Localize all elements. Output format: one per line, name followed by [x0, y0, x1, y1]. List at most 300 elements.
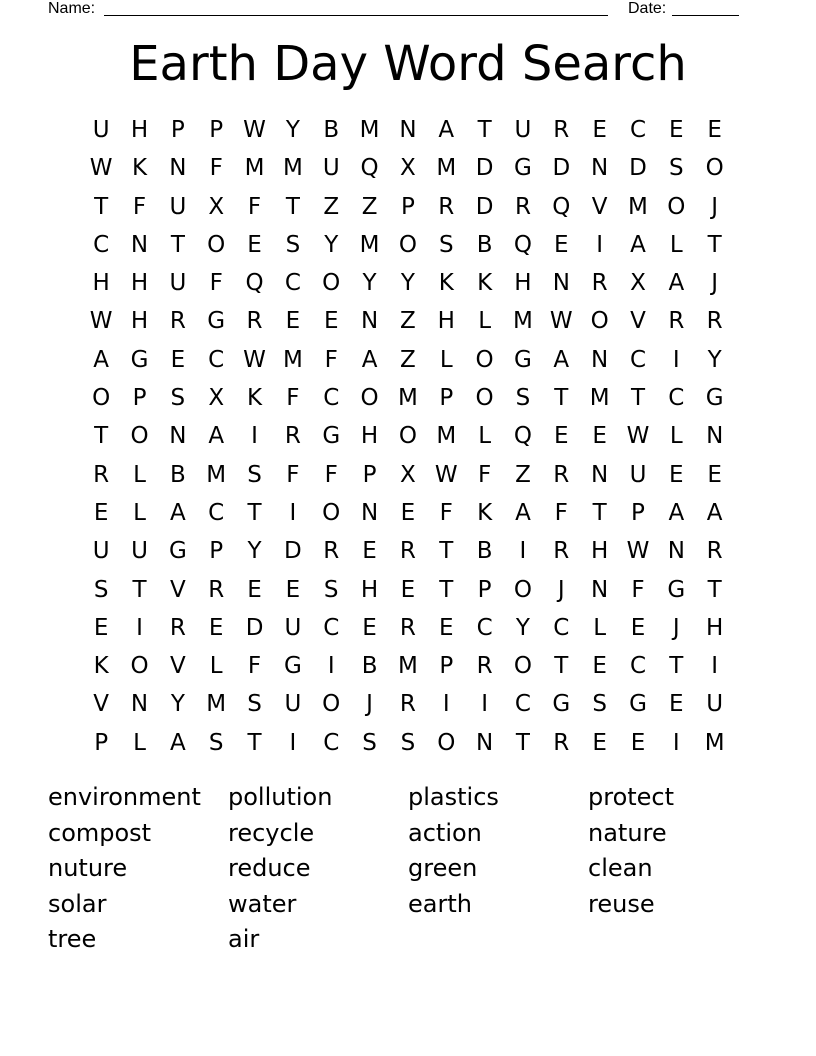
grid-cell: F: [132, 193, 147, 220]
grid-cell: M: [282, 155, 303, 182]
grid-cell: S: [323, 576, 339, 603]
grid-cell: X: [400, 155, 416, 182]
word-list-item: compost: [48, 818, 152, 847]
grid-cell: W: [626, 423, 650, 450]
grid-cell: L: [133, 499, 146, 526]
grid-cell: R: [399, 614, 416, 641]
grid-cell: V: [591, 193, 608, 220]
grid-cell: C: [668, 385, 685, 412]
grid-row: [82, 647, 734, 685]
grid-cell: E: [707, 117, 722, 143]
grid-cell: P: [209, 117, 224, 143]
grid-cell: B: [323, 117, 340, 143]
grid-cell: M: [436, 423, 457, 450]
grid-cell: P: [132, 385, 147, 412]
grid-cell: T: [630, 385, 646, 412]
grid-cell: X: [400, 461, 416, 488]
grid-cell: Z: [400, 346, 416, 373]
grid-cell: U: [284, 691, 302, 718]
grid-cell: R: [706, 538, 723, 565]
name-label: Name:: [48, 0, 96, 17]
word-list-item: protect: [588, 783, 675, 811]
grid-cell: A: [93, 346, 110, 373]
grid-cell: Q: [245, 270, 264, 297]
grid-cell: R: [514, 193, 531, 220]
grid-cell: U: [629, 461, 647, 488]
grid-cell: C: [323, 614, 340, 641]
grid-cell: M: [359, 231, 380, 258]
grid-cell: E: [170, 346, 186, 373]
grid-cell: Y: [247, 538, 262, 565]
grid-cell: L: [133, 729, 146, 756]
grid-cell: E: [93, 499, 109, 526]
grid-cell: U: [322, 155, 340, 182]
header-row: [48, 0, 748, 20]
grid-cell: W: [89, 308, 113, 335]
grid-cell: C: [208, 346, 225, 373]
grid-cell: C: [514, 691, 531, 718]
grid-row: [82, 341, 734, 379]
grid-cell: N: [476, 729, 494, 756]
word-list-item: air: [228, 925, 260, 953]
grid-cell: S: [247, 691, 262, 718]
grid-cell: E: [400, 576, 416, 603]
grid-cell: Y: [285, 117, 300, 143]
grid-cell: H: [360, 423, 379, 450]
grid-cell: O: [398, 231, 417, 258]
grid-row: [82, 188, 734, 226]
grid-cell: O: [475, 346, 494, 373]
word-list-item: reuse: [588, 889, 655, 918]
grid-cell: O: [360, 385, 379, 412]
grid-cell: H: [360, 576, 379, 603]
grid-cell: F: [324, 461, 338, 488]
grid-cell: P: [631, 499, 645, 526]
grid-cell: E: [592, 423, 607, 450]
grid-cell: I: [711, 653, 719, 680]
grid-row: [82, 571, 734, 609]
grid-cell: L: [593, 614, 607, 641]
grid-cell: H: [130, 308, 149, 335]
letter-grid: [82, 111, 734, 761]
grid-cell: C: [323, 385, 340, 412]
word-list-item: earth: [408, 889, 472, 918]
grid-cell: T: [669, 653, 684, 680]
grid-cell: C: [208, 499, 225, 526]
grid-cell: E: [362, 538, 377, 565]
grid-cell: K: [247, 385, 263, 412]
grid-cell: E: [285, 308, 301, 335]
grid-cell: W: [243, 346, 266, 373]
grid-cell: G: [283, 653, 302, 680]
word-list-item: water: [228, 889, 297, 918]
word-list-item: plastics: [408, 783, 499, 811]
grid-cell: O: [475, 385, 494, 412]
grid-cell: I: [481, 691, 488, 718]
grid-cell: U: [169, 193, 187, 220]
word-list-item: clean: [588, 854, 653, 882]
grid-cell: G: [130, 346, 149, 373]
grid-cell: S: [438, 231, 454, 258]
grid-cell: N: [130, 691, 149, 718]
grid-cell: R: [668, 308, 685, 335]
grid-cell: I: [136, 614, 143, 641]
grid-cell: C: [284, 270, 301, 297]
grid-cell: S: [93, 576, 109, 603]
grid-cell: U: [706, 691, 724, 718]
grid-cell: H: [130, 270, 149, 297]
grid-cell: T: [554, 385, 569, 412]
grid-cell: N: [360, 499, 379, 526]
grid-cell: T: [515, 729, 530, 756]
grid-cell: Z: [400, 308, 416, 335]
grid-cell: B: [476, 538, 493, 565]
grid-cell: E: [438, 614, 454, 641]
grid-cell: F: [209, 270, 223, 297]
grid-row: [82, 111, 734, 149]
grid-cell: F: [209, 155, 223, 182]
grid-cell: E: [707, 461, 722, 488]
grid-cell: I: [251, 423, 258, 450]
grid-cell: P: [477, 576, 492, 603]
grid-cell: D: [475, 155, 494, 182]
grid-cell: E: [669, 117, 684, 143]
grid-cell: X: [630, 270, 646, 297]
grid-cell: L: [209, 653, 223, 680]
date-blank-line[interactable]: [672, 15, 739, 16]
grid-cell: T: [477, 117, 492, 143]
grid-cell: Y: [324, 231, 339, 258]
grid-cell: M: [359, 117, 380, 143]
grid-cell: M: [397, 653, 418, 680]
grid-cell: Z: [361, 193, 378, 220]
grid-cell: T: [132, 576, 147, 603]
grid-cell: P: [94, 729, 109, 756]
grid-cell: E: [630, 614, 646, 641]
date-label: Date:: [628, 0, 667, 17]
grid-cell: A: [706, 499, 723, 526]
grid-cell: T: [707, 231, 722, 258]
grid-cell: Q: [552, 193, 571, 220]
grid-cell: O: [590, 308, 609, 335]
grid-cell: B: [476, 231, 493, 258]
grid-cell: W: [549, 308, 573, 335]
grid-cell: E: [208, 614, 224, 641]
grid-cell: I: [672, 346, 680, 373]
grid-cell: S: [170, 385, 186, 412]
grid-cell: T: [439, 576, 454, 603]
grid-cell: Z: [323, 193, 340, 220]
grid-cell: G: [168, 538, 187, 565]
grid-cell: N: [591, 155, 609, 182]
grid-cell: E: [285, 576, 301, 603]
grid-cell: Q: [513, 423, 532, 450]
grid-row: [82, 609, 734, 647]
grid-cell: F: [286, 461, 300, 488]
grid-cell: J: [557, 576, 565, 603]
grid-cell: M: [589, 385, 610, 412]
grid-cell: T: [247, 499, 262, 526]
grid-cell: F: [286, 385, 300, 412]
grid-cell: U: [92, 538, 110, 565]
grid-cell: C: [323, 729, 340, 756]
grid-cell: T: [285, 193, 300, 220]
word-list-item: reduce: [228, 854, 311, 882]
grid-cell: Q: [513, 231, 532, 258]
grid-cell: N: [591, 576, 609, 603]
grid-cell: E: [247, 576, 262, 603]
grid-cell: P: [439, 653, 454, 680]
grid-cell: E: [362, 614, 377, 641]
grid-cell: C: [93, 231, 110, 258]
grid-cell: T: [94, 193, 109, 220]
grid-cell: E: [592, 653, 607, 680]
grid-cell: H: [437, 308, 455, 335]
grid-cell: A: [515, 499, 531, 526]
grid-row: [82, 532, 734, 570]
grid-cell: Y: [707, 346, 722, 373]
grid-cell: P: [362, 461, 377, 488]
word-list-item: environment: [48, 783, 201, 811]
grid-row: [82, 264, 734, 302]
grid-cell: O: [667, 193, 686, 220]
grid-cell: W: [626, 538, 650, 565]
grid-cell: J: [711, 193, 719, 220]
grid-cell: U: [169, 270, 187, 297]
grid-cell: W: [243, 117, 266, 143]
grid-cell: N: [667, 538, 685, 565]
page-title: Earth Day Word Search: [129, 36, 687, 92]
grid-cell: N: [169, 423, 187, 450]
grid-cell: Q: [360, 155, 379, 182]
grid-cell: E: [400, 499, 416, 526]
grid-cell: E: [630, 729, 646, 756]
grid-cell: S: [515, 385, 531, 412]
grid-cell: O: [705, 155, 724, 182]
grid-cell: G: [667, 576, 686, 603]
grid-cell: M: [282, 346, 303, 373]
grid-cell: T: [554, 653, 569, 680]
grid-cell: C: [629, 346, 647, 373]
grid-cell: Y: [400, 270, 415, 297]
word-list-item: action: [408, 818, 482, 847]
grid-cell: E: [669, 461, 684, 488]
grid-row: [82, 494, 734, 532]
grid-cell: S: [285, 231, 301, 258]
grid-cell: P: [170, 117, 185, 143]
grid-cell: R: [169, 308, 186, 335]
grid-cell: O: [513, 576, 532, 603]
grid-row: [82, 724, 734, 762]
grid-cell: N: [591, 346, 609, 373]
grid-cell: S: [669, 155, 684, 182]
grid-cell: F: [324, 346, 338, 373]
grid-cell: N: [706, 423, 724, 450]
grid-cell: V: [630, 308, 646, 335]
grid-cell: M: [513, 308, 533, 335]
grid-cell: A: [438, 117, 455, 143]
grid-cell: I: [519, 538, 527, 565]
grid-cell: T: [707, 576, 722, 603]
grid-cell: A: [169, 729, 186, 756]
grid-cell: J: [366, 691, 373, 718]
grid-cell: N: [130, 231, 149, 258]
grid-cell: X: [208, 385, 225, 412]
word-list-item: solar: [48, 889, 107, 918]
grid-cell: I: [289, 499, 297, 526]
grid-cell: I: [596, 231, 604, 258]
word-list-item: pollution: [228, 783, 333, 811]
grid-cell: N: [360, 308, 379, 335]
grid-cell: Y: [515, 614, 530, 641]
grid-cell: D: [475, 193, 494, 220]
grid-cell: O: [130, 653, 149, 680]
grid-cell: U: [284, 614, 302, 641]
grid-cell: M: [397, 385, 418, 412]
grid-cell: O: [322, 691, 341, 718]
grid-cell: F: [439, 499, 453, 526]
grid-cell: N: [591, 461, 609, 488]
grid-cell: C: [553, 614, 570, 641]
grid-cell: B: [361, 653, 378, 680]
grid-cell: K: [93, 653, 109, 680]
grid-cell: S: [208, 729, 224, 756]
grid-cell: P: [209, 538, 224, 565]
grid-cell: D: [629, 155, 647, 182]
grid-cell: L: [669, 423, 683, 450]
grid-cell: Y: [170, 691, 185, 718]
grid-cell: I: [327, 653, 335, 680]
grid-cell: D: [284, 538, 302, 565]
grid-cell: Z: [515, 461, 531, 488]
grid-cell: M: [206, 691, 227, 718]
word-list-item: nuture: [48, 854, 128, 882]
grid-cell: U: [92, 117, 110, 143]
grid-cell: G: [207, 308, 226, 335]
grid-cell: T: [94, 423, 109, 450]
grid-cell: O: [513, 653, 532, 680]
grid-cell: B: [169, 461, 186, 488]
word-list-item: green: [408, 854, 478, 882]
grid-cell: S: [400, 729, 416, 756]
grid-cell: H: [590, 538, 609, 565]
grid-cell: F: [247, 653, 262, 680]
grid-cell: H: [130, 117, 149, 143]
word-list-item: recycle: [228, 818, 315, 847]
grid-cell: R: [591, 270, 608, 297]
grid-cell: A: [169, 499, 186, 526]
grid-cell: R: [399, 538, 416, 565]
grid-cell: M: [628, 193, 648, 220]
grid-cell: R: [323, 538, 340, 565]
grid-cell: M: [244, 155, 265, 182]
grid-row: [82, 379, 734, 417]
grid-cell: R: [553, 117, 570, 143]
grid-cell: E: [592, 729, 607, 756]
grid-cell: N: [169, 155, 187, 182]
grid-cell: D: [245, 614, 264, 641]
name-blank-line[interactable]: [104, 15, 608, 16]
grid-cell: R: [476, 653, 493, 680]
grid-cell: V: [93, 691, 110, 718]
grid-cell: H: [706, 614, 724, 641]
grid-cell: W: [89, 155, 113, 182]
grid-row: [82, 456, 734, 494]
grid-cell: S: [592, 691, 607, 718]
word-list-item: tree: [48, 925, 97, 953]
grid-cell: A: [208, 423, 225, 450]
grid-cell: P: [439, 385, 454, 412]
grid-cell: C: [629, 653, 647, 680]
grid-cell: V: [169, 576, 186, 603]
grid-cell: E: [554, 231, 569, 258]
grid-cell: G: [552, 691, 571, 718]
grid-cell: E: [323, 308, 339, 335]
grid-row: [82, 302, 734, 340]
grid-cell: O: [207, 231, 226, 258]
grid-cell: O: [322, 499, 341, 526]
grid-cell: G: [629, 691, 647, 718]
grid-cell: K: [131, 155, 148, 182]
grid-cell: E: [93, 614, 109, 641]
word-list-item: nature: [588, 818, 667, 847]
grid-cell: R: [284, 423, 301, 450]
grid-cell: R: [399, 691, 416, 718]
grid-cell: M: [436, 155, 457, 182]
grid-cell: W: [434, 461, 458, 488]
grid-cell: C: [629, 117, 647, 143]
grid-cell: G: [514, 155, 532, 182]
grid-cell: H: [514, 270, 532, 297]
grid-cell: O: [322, 270, 341, 297]
grid-cell: G: [705, 385, 724, 412]
grid-cell: R: [706, 308, 723, 335]
grid-cell: G: [514, 346, 532, 373]
grid-cell: I: [289, 729, 297, 756]
grid-cell: G: [322, 423, 341, 450]
grid-cell: R: [246, 308, 263, 335]
grid-cell: S: [247, 461, 262, 488]
grid-cell: M: [704, 729, 725, 756]
grid-cell: R: [553, 461, 570, 488]
grid-cell: L: [439, 346, 453, 373]
grid-cell: F: [554, 499, 568, 526]
grid-cell: E: [554, 423, 569, 450]
grid-cell: L: [669, 231, 683, 258]
grid-cell: I: [672, 729, 680, 756]
grid-cell: R: [553, 729, 570, 756]
grid-cell: R: [208, 576, 225, 603]
grid-cell: A: [553, 346, 570, 373]
grid-cell: A: [630, 231, 646, 258]
grid-cell: N: [399, 117, 417, 143]
grid-cell: K: [477, 499, 493, 526]
grid-cell: T: [247, 729, 262, 756]
grid-cell: C: [476, 614, 493, 641]
grid-cell: D: [552, 155, 571, 182]
grid-cell: V: [169, 653, 186, 680]
grid-cell: K: [477, 270, 493, 297]
grid-cell: E: [592, 117, 607, 143]
grid-row: [82, 226, 734, 264]
grid-cell: T: [439, 538, 454, 565]
grid-cell: F: [477, 461, 492, 488]
grid-cell: E: [669, 691, 684, 718]
grid-cell: I: [442, 691, 450, 718]
grid-row: [82, 417, 734, 455]
grid-row: [82, 685, 734, 723]
grid-cell: T: [170, 231, 185, 258]
